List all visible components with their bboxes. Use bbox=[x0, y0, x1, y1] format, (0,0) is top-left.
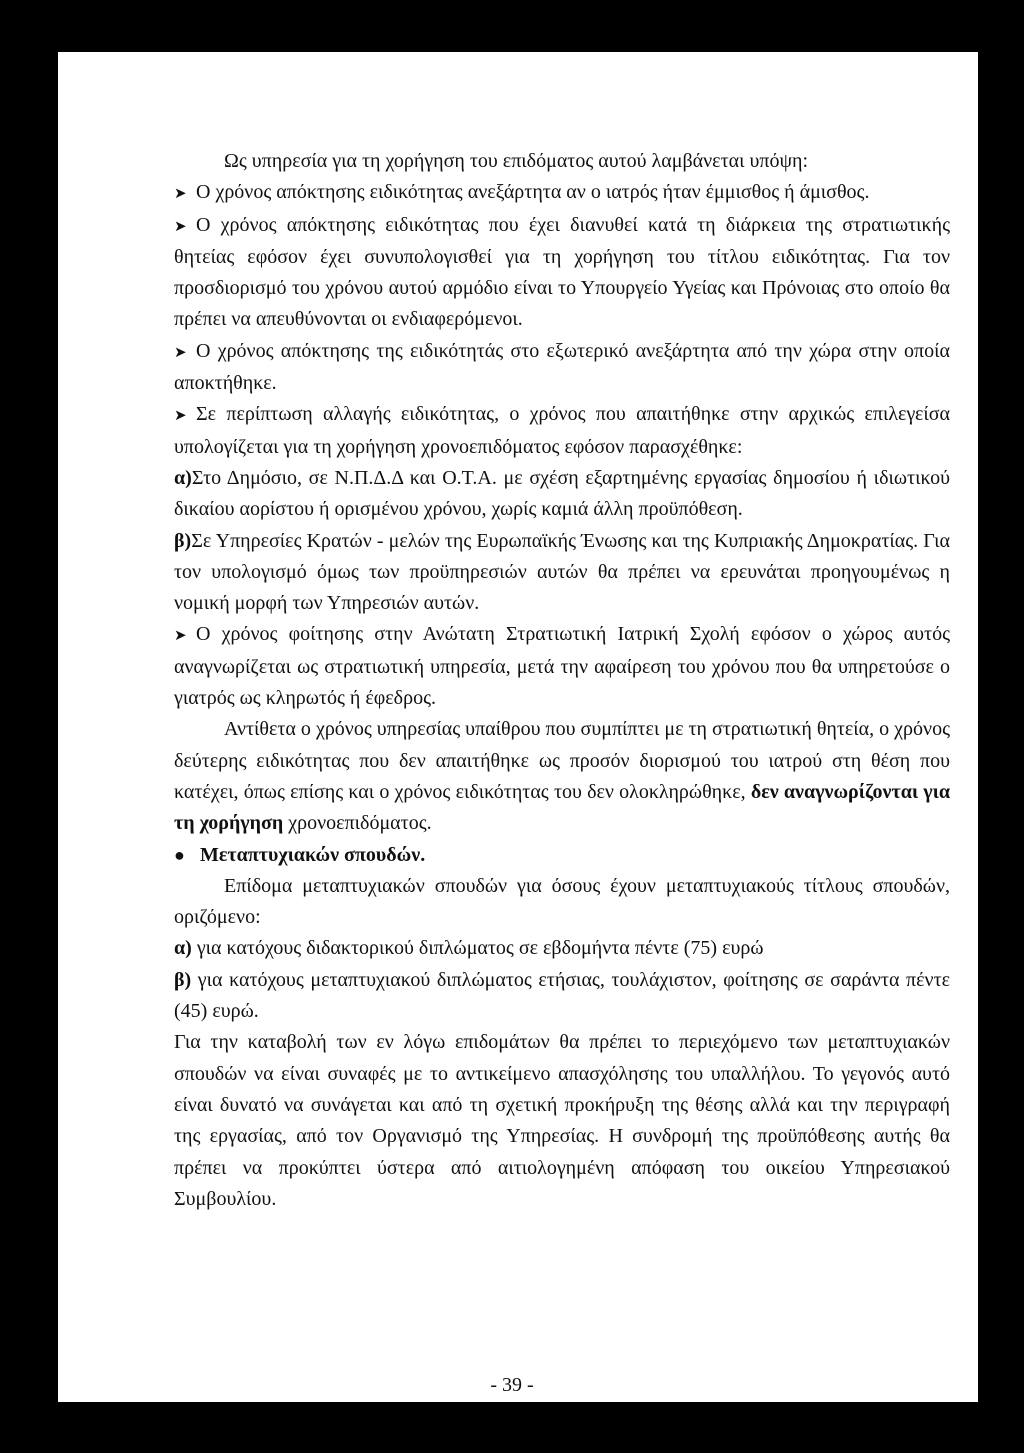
intro-paragraph: Ως υπηρεσία για τη χορήγηση του επιδόματος αυτού λαμβάνεται υπόψη: bbox=[224, 150, 809, 172]
sub-item-label: β) bbox=[174, 529, 192, 552]
list-item-text: Ο χρόνος απόκτησης ειδικότητας που έχει διανυθεί κατά τη διάρκεια της στρατιωτικής θητείας εφόσον έχει συνυπολογισθεί για τη χορήγηση του τίτλου ειδικότητας. Για τον προσδιορισμό του χρόνου αυτού αρμόδιο είναι το Υπουργείο Υγείας και Πρόνοιας στο οποίο θα πρέπει να απευθύνονται οι ενδιαφερόμενοι. bbox=[174, 213, 950, 331]
disc-bullet-icon: ● bbox=[174, 844, 185, 865]
list-item bbox=[174, 399, 950, 463]
sub-item-b bbox=[174, 526, 950, 620]
sub-item-a bbox=[174, 463, 950, 526]
list-item-text: Ο χρόνος φοίτησης στην Ανώτατη Στρατιωτική Ιατρική Σχολή εφόσον ο χώρος αυτός αναγνωρίζεται ως στρατιωτική υπηρεσία, μετά την αφαίρεση του χρόνου που θα υπηρετούσε ο γιατρός ως κληρωτός ή έφεδρος. bbox=[174, 623, 950, 710]
option-text: για κατόχους διδακτορικού διπλώματος σε εβδομήντα πέντε (75) ευρώ bbox=[196, 937, 764, 960]
contrary-tail-text: χρονοεπιδόματος. bbox=[288, 812, 432, 835]
option-label: α) bbox=[174, 937, 192, 960]
list-item bbox=[174, 210, 950, 336]
document-body bbox=[174, 146, 950, 1215]
list-item bbox=[174, 619, 950, 714]
sub-item-label: α) bbox=[174, 466, 192, 489]
list-item bbox=[174, 336, 950, 400]
allowance-intro: Επίδομα μεταπτυχιακών σπουδών για όσους έχουν μεταπτυχιακούς τίτλους σπουδών, οριζόμενο: bbox=[174, 874, 950, 929]
page-number: - 39 - bbox=[490, 1374, 534, 1396]
list-item-text: Σε περίπτωση αλλαγής ειδικότητας, ο χρόνος που απαιτήθηκε στην αρχικώς επιλεγείσα υπολογίζεται για τη χορήγηση χρονοεπιδόματος εφόσον παρασχέθηκε: bbox=[174, 403, 950, 458]
list-item bbox=[174, 177, 950, 209]
section-heading bbox=[174, 840, 950, 871]
arrow-bullet-icon: ➤ bbox=[174, 184, 187, 203]
arrow-bullet-icon: ➤ bbox=[174, 342, 187, 361]
option-text: για κατόχους μεταπτυχιακού διπλώματος ετήσιας, τουλάχιστον, φοίτησης σε σαράντα πέντε (45) ευρώ. bbox=[174, 968, 951, 1023]
arrow-bullet-icon: ➤ bbox=[174, 406, 187, 425]
contrary-paragraph bbox=[174, 714, 950, 839]
document-page bbox=[58, 52, 978, 1402]
contrary-bold-text: δεν αναγνωρίζονται για τη χορήγηση bbox=[174, 780, 950, 835]
closing-paragraph: Για την καταβολή των εν λόγω επιδομάτων θα πρέπει το περιεχόμενο των μεταπτυχιακών σπουδών να είναι συναφές με το αντικείμενο απασχόλησης του υπαλλήλου. Το γεγονός αυτό είναι δυνατό να συνάγεται και από τη σχετική προκήρυξη της θέσης αλλά και την περιγραφή της εργασίας, από τον Οργανισμό της Υπηρεσίας. Η συνδρομή της προϋπόθεσης αυτής θα πρέπει να προκύπτει ύστερα από αιτιολογημένη απόφαση του οικείου Υπηρεσιακού Συμβουλίου. bbox=[174, 1031, 950, 1210]
allowance-option-b bbox=[174, 965, 950, 1028]
list-item-text: Ο χρόνος απόκτησης της ειδικότητάς στο εξωτερικό ανεξάρτητα από την χώρα στην οποία αποκτήθηκε. bbox=[174, 339, 950, 395]
arrow-bullet-icon: ➤ bbox=[174, 216, 187, 235]
sub-item-text: Στο Δημόσιο, σε Ν.Π.Δ.Δ και Ο.Τ.Α. με σχέση εξαρτημένης εργασίας δημοσίου ή ιδιωτικού δικαίου αορίστου ή ορισμένου χρόνου, χωρίς καμιά άλλη προϋπόθεση. bbox=[174, 466, 950, 521]
section-heading-text: Μεταπτυχιακών σπουδών. bbox=[200, 843, 426, 866]
arrow-bullet-icon: ➤ bbox=[174, 626, 187, 645]
contrary-text: Αντίθετα ο χρόνος υπηρεσίας υπαίθρου που συμπίπτει με τη στρατιωτική θητεία, ο χρόνος δεύτερης ειδικότητας που δεν απαιτήθηκε ως προσόν διορισμού του ιατρού στη θέση που κατέχει, όπως επίσης και ο χρόνος ειδικότητας του δεν ολοκληρώθηκε, bbox=[174, 718, 950, 803]
list-item-text: Ο χρόνος απόκτησης ειδικότητας ανεξάρτητα αν ο ιατρός ήταν έμμισθος ή άμισθος. bbox=[196, 181, 870, 204]
allowance-option-a bbox=[174, 933, 950, 964]
sub-item-text: Σε Υπηρεσίες Κρατών - μελών της Ευρωπαϊκής Ένωσης και της Κυπριακής Δημοκρατίας. Για τον υπολογισμό όμως των προϋπηρεσιών αυτών θα πρέπει να ερευνάται προηγουμένως η νομική μορφή των Υπηρεσιών αυτών. bbox=[174, 529, 950, 615]
option-label: β) bbox=[174, 968, 192, 991]
